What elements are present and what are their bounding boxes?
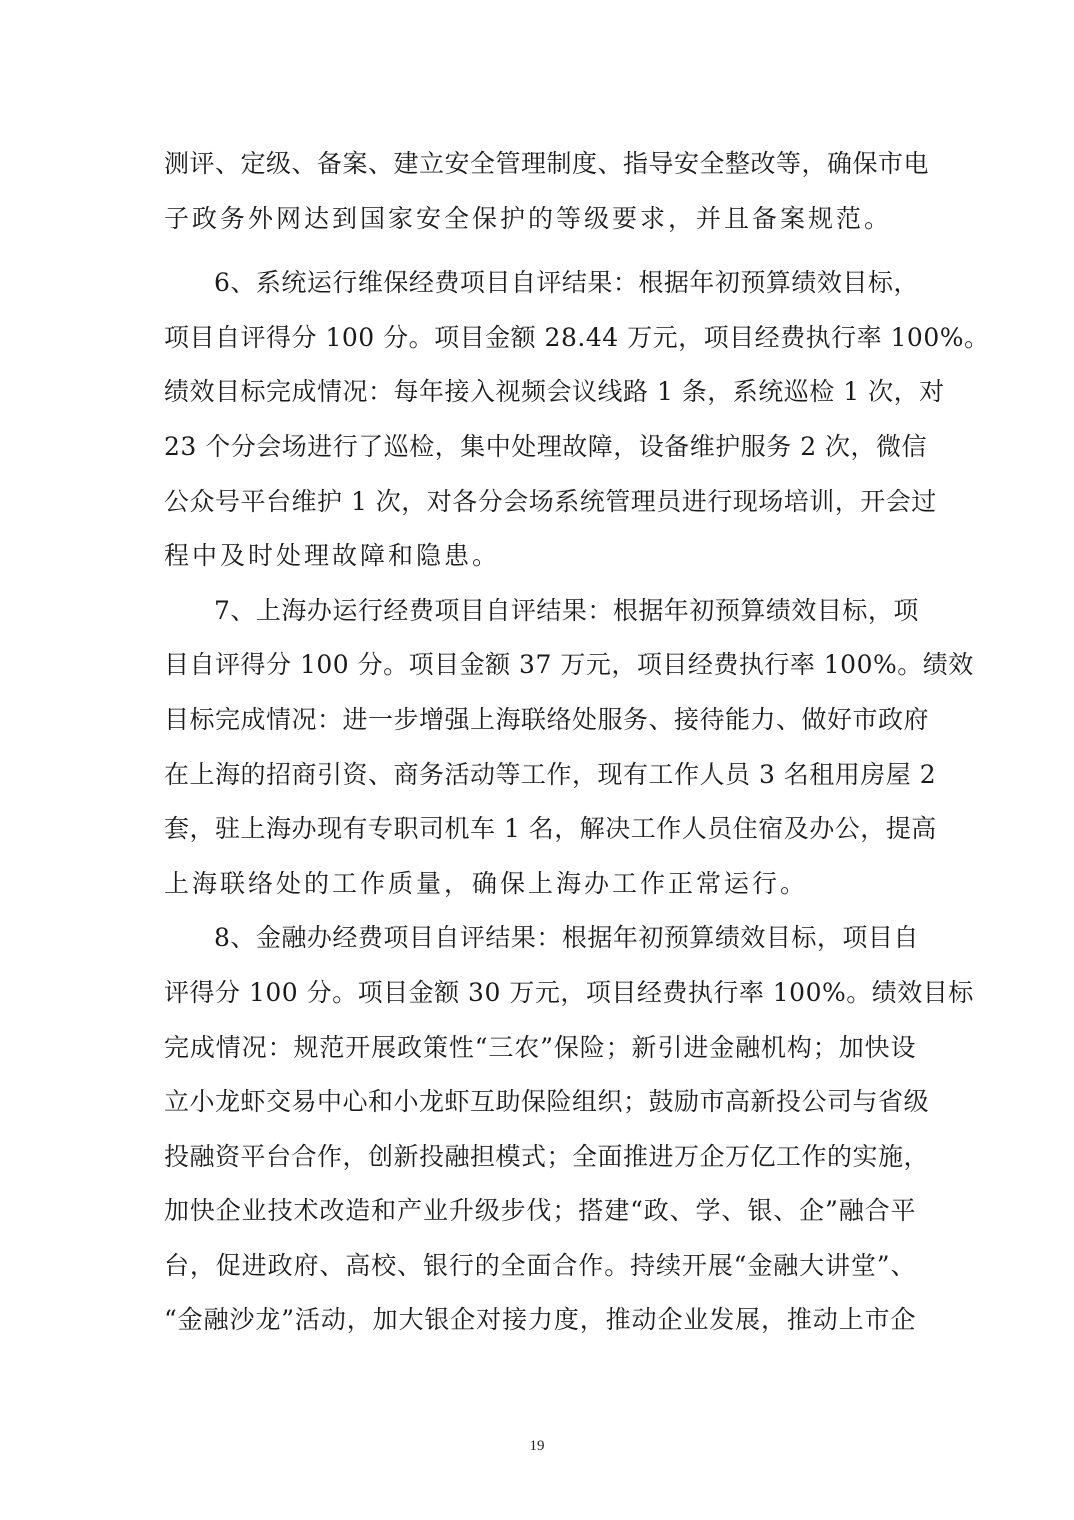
text-line: 立小龙虾交易中心和小龙虾互助保险组织；鼓励市高新投公司与省级 (164, 1087, 930, 1117)
text-line: 8、金融办经费项目自评结果：根据年初预算绩效目标，项目自 (214, 923, 919, 953)
text-line: 7、上海办运行经费项目自评结果：根据年初预算绩效目标，项 (214, 595, 919, 625)
text-line: 完成情况：规范开展政策性“三农”保险；新引进金融机构；加快设 (164, 1032, 916, 1062)
text-line: “金融沙龙”活动，加大银企对接力度，推动企业发展，推动上市企 (164, 1305, 916, 1335)
text-line: 程中及时处理故障和隐患。 (164, 541, 501, 571)
text-line: 上海联络处的工作质量，确保上海办工作正常运行。 (164, 868, 809, 898)
text-line: 在上海的招商引资、商务活动等工作，现有工作人员 3 名租用房屋 2 (164, 759, 937, 789)
text-line: 测评、定级、备案、建立安全管理制度、指导安全整改等，确保市电 (164, 149, 930, 178)
text-line: 套，驻上海办现有专职司机车 1 名，解决工作人员住宿及办公，提高 (164, 814, 937, 844)
text-line: 23 个分会场进行了巡检，集中处理故障，设备维护服务 2 次，微信 (164, 431, 928, 461)
text-line: 投融资平台合作，创新投融担模式；全面推进万企万亿工作的实施， (164, 1141, 930, 1171)
page-number: 19 (529, 1438, 545, 1454)
text-line: 台，促进政府、高校、银行的全面合作。持续开展“金融大讲堂”、 (164, 1250, 916, 1280)
text-line: 目自评得分 100 分。项目金额 37 万元，项目经费执行率 100%。绩效 (164, 650, 974, 680)
text-line: 目标完成情况：进一步增强上海联络处服务、接待能力、做好市政府 (164, 704, 930, 734)
text-line: 项目自评得分 100 分。项目金额 28.44 万元，项目经费执行率 100%。 (164, 322, 990, 352)
text-line: 子政务外网达到国家安全保护的等级要求，并且备案规范。 (164, 203, 893, 233)
text-line: 加快企业技术改造和产业升级步伐；搭建“政、学、银、企”融合平 (164, 1196, 916, 1226)
text-line: 公众号平台维护 1 次，对各分会场系统管理员进行现场培训，开会过 (164, 486, 937, 516)
body-text (164, 137, 990, 1348)
text-line: 评得分 100 分。项目金额 30 万元，项目经费执行率 100%。绩效目标 (164, 977, 974, 1007)
text-line: 绩效目标完成情况：每年接入视频会议线路 1 条，系统巡检 1 次，对 (164, 377, 945, 407)
text-line: 6、系统运行维保经费项目自评结果：根据年初预算绩效目标， (214, 268, 919, 298)
